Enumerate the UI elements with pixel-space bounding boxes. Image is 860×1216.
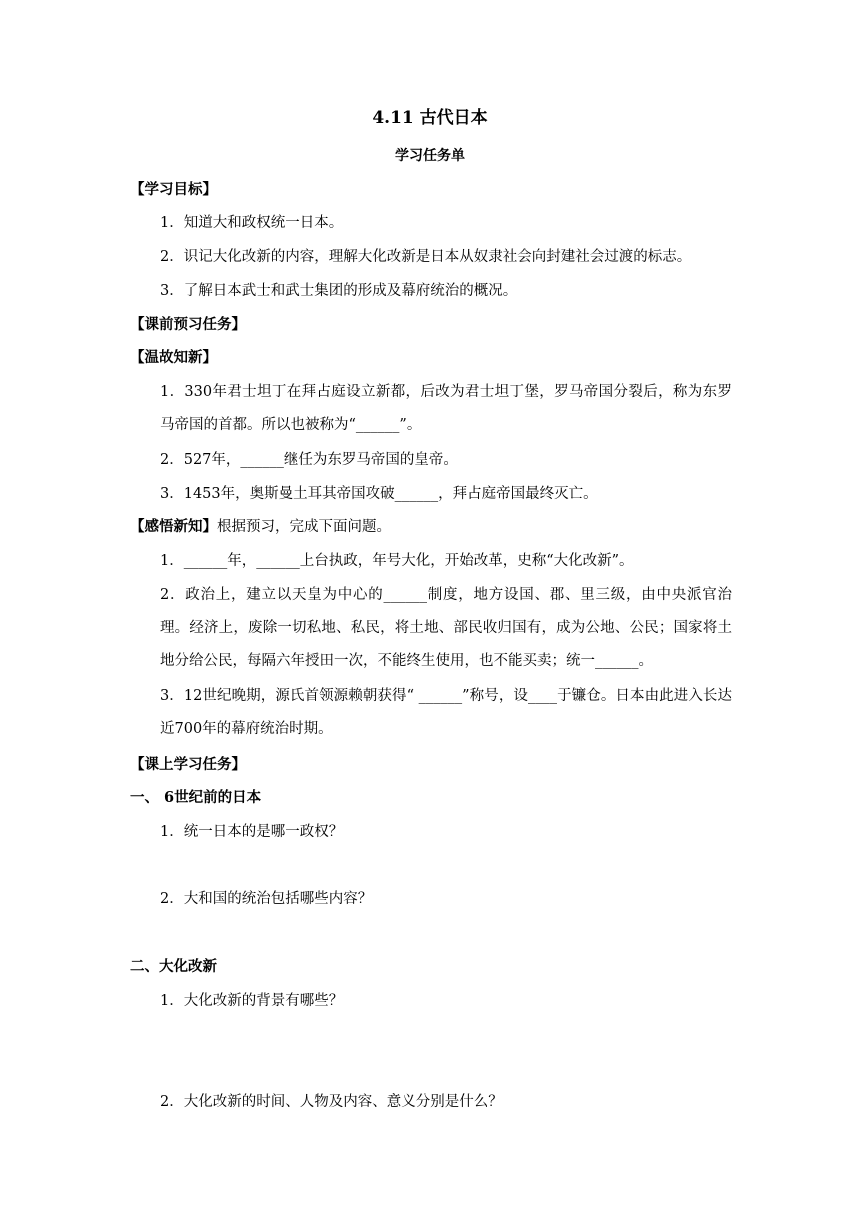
review-heading: 【温故知新】 [130,349,217,366]
new-knowledge-instruction: 根据预习，完成下面问题。 [217,519,391,535]
page-title: 4.11 古代日本 [372,108,488,128]
section-heading: 一、 6世纪前的日本 [130,789,262,806]
review-item: 3．1453年，奥斯曼土耳其帝国攻破______，拜占庭帝国最终灭亡。 [160,486,598,502]
objective-item: 1．知道大和政权统一日本。 [160,215,344,231]
question: 2．大化改新的时间、人物及内容、意义分别是什么？ [160,1094,503,1110]
question: 2．大和国的统治包括哪些内容？ [160,891,373,907]
new-knowledge-heading [130,517,732,537]
section-heading: 二、大化改新 [130,958,217,975]
review-item: 1．330年君士坦丁在拜占庭设立新都，后改为君士坦丁堡，罗马帝国分裂后，称为东罗马帝国的首都。所以也被称为“______”。 [160,384,732,433]
question: 1．统一日本的是哪一政权？ [160,824,344,840]
question: 1．大化改新的背景有哪些？ [160,993,344,1009]
class-tasks-heading: 【课上学习任务】 [130,756,246,773]
objectives-heading: 【学习目标】 [130,181,217,198]
preview-heading: 【课前预习任务】 [130,316,246,333]
objective-item: 2．识记大化改新的内容，理解大化改新是日本从奴隶社会向封建社会过渡的标志。 [160,249,692,265]
page-subtitle: 学习任务单 [395,148,465,164]
new-knowledge-item: 3．12世纪晚期，源氏首领源赖朝获得“ ______”称号，设____于镰仓。日本由此进入长达近700年的幕府统治时期。 [160,688,732,737]
new-knowledge-label: 【感悟新知】 [130,518,217,535]
review-item: 2．527年，______继任为东罗马帝国的皇帝。 [160,452,458,468]
new-knowledge-item: 2．政治上，建立以天皇为中心的______制度，地方设国、郡、里三级，由中央派官治理。经济上，废除一切私地、私民，将土地、部民收归国有，成为公地、公民；国家将土地分给公民，每隔六年授田一次，不能终生使用，也不能买卖；统一______。 [160,587,732,669]
objective-item: 3．了解日本武士和武士集团的形成及幕府统治的概况。 [160,283,518,299]
new-knowledge-item: 1．______年，______上台执政，年号大化，开始改革，史称“大化改新”。 [160,553,634,569]
